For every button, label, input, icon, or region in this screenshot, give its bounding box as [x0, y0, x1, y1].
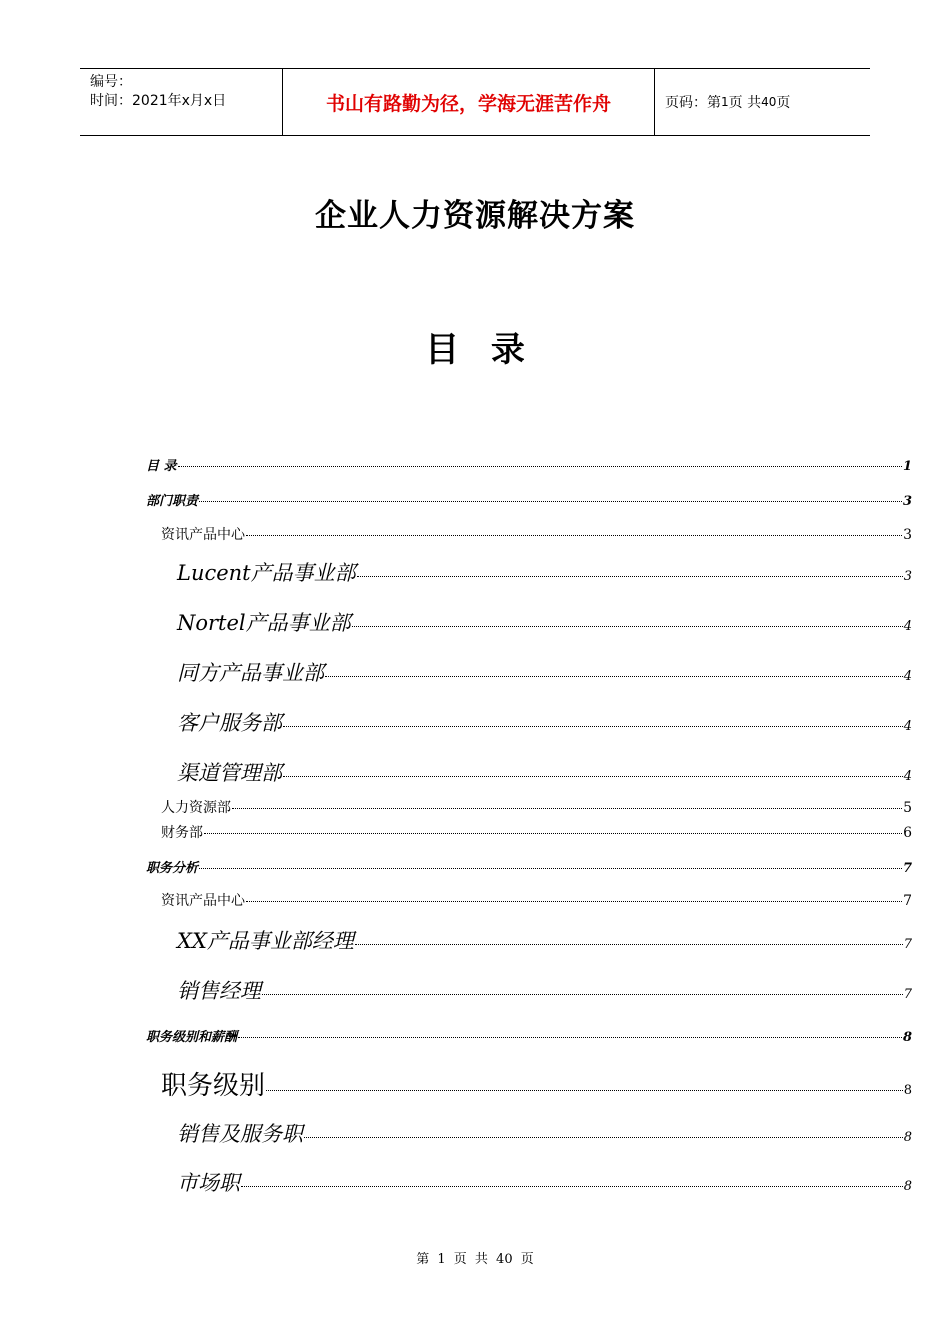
page-number: 1: [721, 95, 729, 109]
toc-leader: [241, 1186, 903, 1187]
toc-entry-text: 资讯产品中心: [161, 527, 245, 543]
toc-entry[interactable]: [161, 822, 912, 842]
toc-entry[interactable]: [177, 757, 912, 787]
toc-entry-text: 财务部: [161, 825, 203, 841]
toc-leader: [238, 1037, 902, 1038]
time-label: 时间：2021年x月x日: [90, 93, 227, 109]
toc-entry[interactable]: [146, 455, 912, 474]
toc-entry-page: 3: [903, 569, 912, 584]
toc-leader: [246, 901, 902, 902]
page-label-b: 页 共: [728, 95, 762, 111]
page-footer: 第 1 页 共 40 页: [416, 1252, 534, 1267]
toc-entry[interactable]: [161, 890, 912, 910]
toc-leader: [352, 626, 903, 627]
toc-leader: [304, 1137, 903, 1138]
toc-leader: [325, 676, 903, 677]
toc-entry-text: Lucent产品事业部: [177, 561, 356, 585]
toc-entry-page: 8: [903, 1130, 912, 1145]
toc-entry[interactable]: [177, 657, 912, 687]
toc-entry-page: 4: [903, 769, 912, 784]
toc-entry[interactable]: [177, 607, 912, 637]
toc-entry[interactable]: [177, 925, 912, 955]
toc-entry-text: 市场职: [177, 1171, 240, 1195]
toc-entry-page: 7: [903, 893, 912, 909]
toc-entry-page: 4: [903, 619, 912, 634]
toc-entry-page: 1: [902, 459, 912, 474]
toc-entry-page: 4: [903, 719, 912, 734]
toc-entry-page: 8: [902, 1030, 912, 1045]
toc-entry-text: 职务分析: [146, 861, 199, 876]
toc-leader: [199, 501, 902, 502]
header-motto: 书山有路勤为径，学海无涯苦作舟: [282, 69, 655, 135]
toc-entry[interactable]: [161, 797, 912, 817]
toc-leader: [266, 1090, 903, 1091]
toc-leader: [262, 994, 903, 995]
toc-entry[interactable]: [177, 1167, 912, 1197]
toc-entry-page: 4: [903, 669, 912, 684]
toc-leader: [204, 833, 902, 834]
document-title: 企业人力资源解决方案: [315, 198, 635, 234]
toc-entry[interactable]: [146, 1026, 912, 1045]
toc-entry-page: 8: [903, 1179, 912, 1194]
toc-leader: [232, 808, 902, 809]
toc-entry-page: 3: [903, 527, 912, 543]
toc-title: 目 录: [425, 330, 525, 370]
toc-entry-text: 销售经理: [177, 979, 261, 1003]
toc-leader: [283, 776, 903, 777]
toc-leader: [246, 535, 902, 536]
toc-entry[interactable]: [161, 524, 912, 544]
toc-entry-page: 7: [903, 937, 912, 952]
toc-entry[interactable]: [177, 975, 912, 1005]
toc-entry[interactable]: [177, 707, 912, 737]
toc-entry-text: 客户服务部: [177, 711, 282, 735]
toc-entry[interactable]: [146, 857, 912, 876]
toc-entry-text: 目 录: [146, 459, 177, 474]
toc-entry-page: 7: [902, 861, 912, 876]
header-page-counter: [655, 69, 870, 135]
toc-entry[interactable]: [161, 1065, 912, 1102]
toc-entry-text: 人力资源部: [161, 800, 231, 816]
toc-entry-text: Nortel产品事业部: [177, 611, 351, 635]
toc-entry-text: 资讯产品中心: [161, 893, 245, 909]
page-header: [80, 68, 870, 136]
number-label: 编号：: [90, 74, 132, 90]
toc-entry-text: XX产品事业部经理: [177, 929, 354, 953]
toc-leader: [283, 726, 903, 727]
toc-leader: [355, 944, 903, 945]
header-info: [80, 69, 282, 135]
toc-entry-page: 7: [903, 987, 912, 1002]
toc-entry-text: 职务级别: [161, 1071, 266, 1101]
toc-entry-page: 5: [903, 800, 912, 816]
toc-leader: [199, 868, 902, 869]
page-label-c: 页: [776, 95, 791, 111]
toc-entry-text: 销售及服务职: [177, 1122, 303, 1146]
toc-leader: [357, 576, 903, 577]
toc-entry-page: 3: [902, 494, 912, 509]
toc-leader: [178, 466, 902, 467]
toc-entry-text: 部门职责: [146, 494, 199, 509]
toc-entry-text: 同方产品事业部: [177, 661, 324, 685]
toc-entry[interactable]: [177, 557, 912, 587]
toc-entry[interactable]: [146, 490, 912, 509]
page-total: 40: [761, 95, 777, 109]
toc-entry-page: 6: [903, 825, 912, 841]
toc-entry-page: 8: [903, 1083, 912, 1098]
toc-entry-text: 渠道管理部: [177, 761, 282, 785]
page-label-a: 页码：第: [665, 95, 721, 111]
toc-entry[interactable]: [177, 1118, 912, 1148]
toc-entry-text: 职务级别和薪酬: [146, 1030, 238, 1045]
